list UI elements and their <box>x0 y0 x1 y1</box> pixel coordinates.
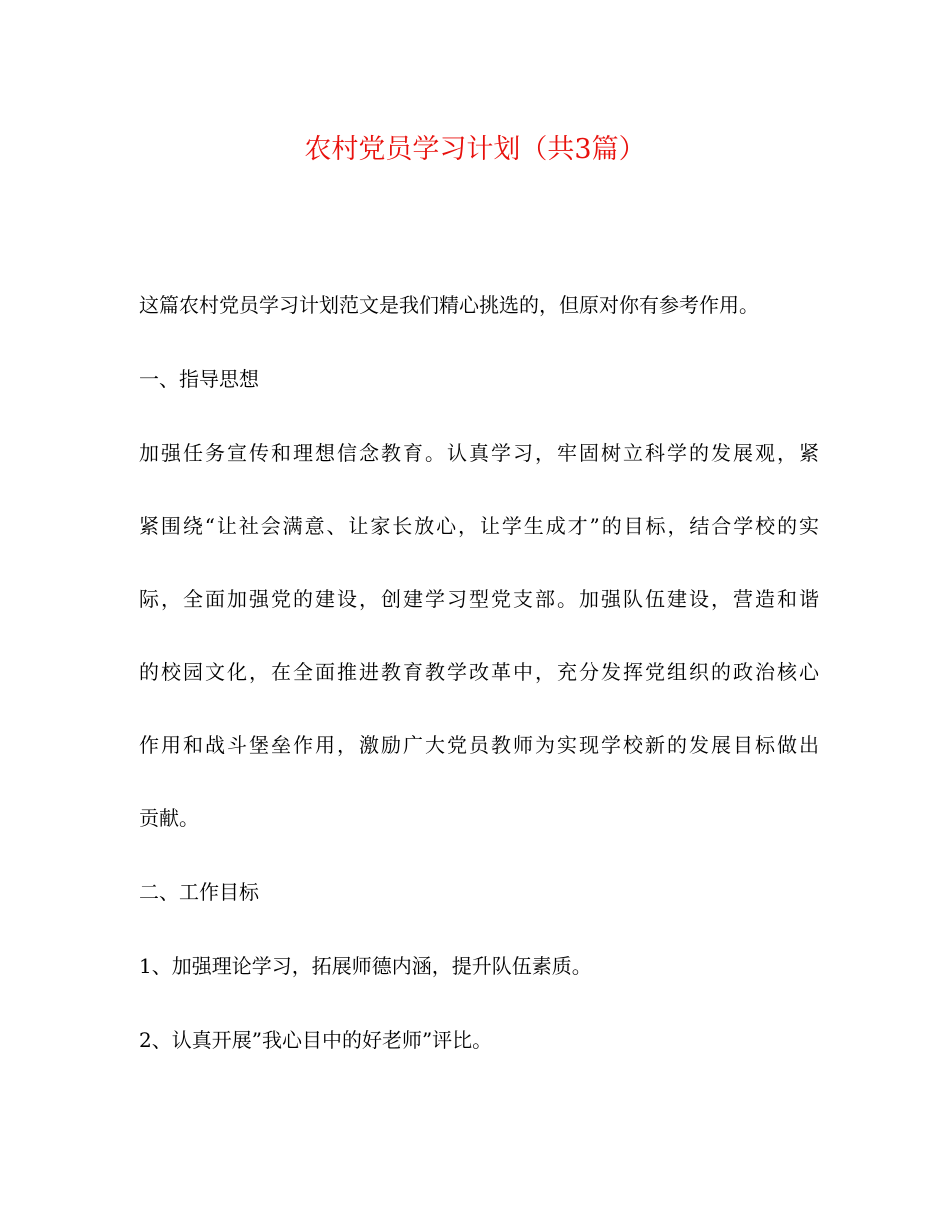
goal-item-2: 2、认真开展”我心目中的好老师”评比。 <box>139 1028 493 1052</box>
intro-paragraph: 这篇农村党员学习计划范文是我们精心挑选的，但原对你有参考作用。 <box>139 293 759 317</box>
section-heading-guiding-ideology: 一、指导思想 <box>139 367 259 391</box>
section-heading-work-goals: 二、工作目标 <box>139 880 259 904</box>
paragraph-line: 的校园文化，在全面推进教育教学改革中，充分发挥党组织的政治核心 <box>139 660 819 684</box>
guiding-ideology-paragraph <box>139 434 819 837</box>
document-title: 农村党员学习计划（共3篇） <box>304 134 646 165</box>
paragraph-line: 际，全面加强党的建设，创建学习型党支部。加强队伍建设，营造和谐 <box>139 587 819 611</box>
paragraph-line: 加强任务宣传和理想信念教育。认真学习，牢固树立科学的发展观，紧 <box>139 441 819 465</box>
document-body <box>139 286 819 1095</box>
paragraph-line: 作用和战斗堡垒作用，激励广大党员教师为实现学校新的发展目标做出 <box>139 733 819 757</box>
paragraph-line: 紧围绕“让社会满意、让家长放心，让学生成才”的目标，结合学校的实 <box>139 514 819 538</box>
paragraph-line: 贡献。 <box>139 806 199 830</box>
goal-item-1: 1、加强理论学习，拓展师德内涵，提升队伍素质。 <box>139 954 592 978</box>
